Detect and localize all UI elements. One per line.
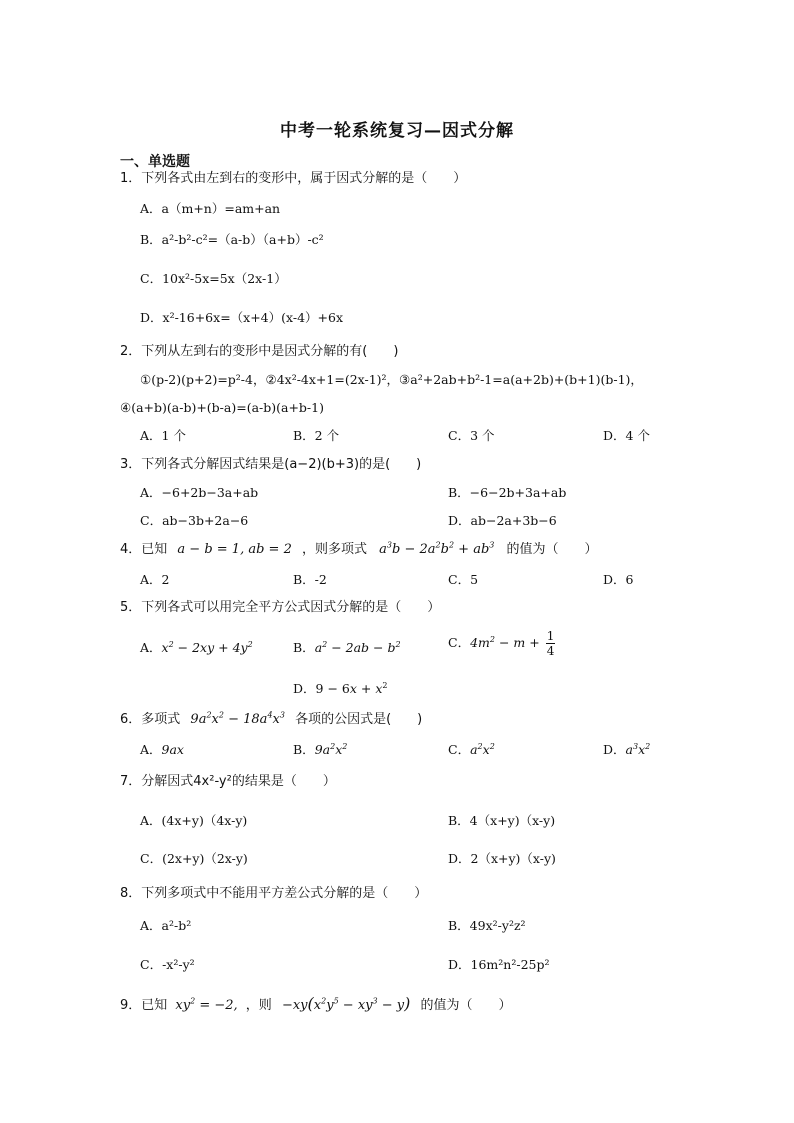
question-5-option-b-math: $a^2 - 2ab - b^2$ (314, 639, 401, 655)
question-4-option-b: B．-2 (293, 572, 327, 587)
question-2-stem: 2．下列从左到右的变形中是因式分解的有( ) (120, 344, 399, 359)
question-4-stem (120, 541, 598, 559)
option-letter: B． (293, 640, 315, 655)
question-9-condition-math: $xy^2 = -2$, (175, 996, 238, 1013)
question-8-stem: 8．下列多项式中不能用平方差公式分解的是（ ） (120, 886, 428, 901)
question-4-option-c: C．5 (448, 572, 479, 587)
question-1-option-c: C．10x²-5x=5x（2x-1） (140, 271, 287, 286)
question-6-option-c-math: $a^2x^2$ (470, 741, 495, 757)
question-4-condition-math: a − b = 1, ab = 2 (177, 542, 292, 557)
question-5-option-a (140, 639, 253, 657)
question-6-stem-pre: 6．多项式 (120, 712, 181, 727)
question-5-option-c (448, 629, 555, 658)
question-6-option-a-math: 9ax (161, 742, 184, 757)
question-4-option-d: D．6 (603, 572, 634, 587)
question-6-option-b (293, 741, 347, 759)
option-letter: C． (448, 635, 471, 650)
question-2-option-d: D．4 个 (603, 428, 650, 443)
question-2-items-line1: ①(p-2)(p+2)=p²-4，②4x²-4x+1=(2x-1)²，③a²+2ab+b²-1=a(a+2b)+(b+1)(b-1)， (140, 372, 643, 387)
question-6-option-a (140, 741, 184, 759)
question-8-option-b: B．49x²-y²z² (448, 918, 526, 933)
question-1-option-b: B．a²-b²-c²=（a-b）（a+b）-c² (140, 232, 324, 247)
question-7-option-a: A．(4x+y)（4x-y) (140, 813, 248, 828)
question-5-option-c-math: $4m^2 - m$ + (470, 634, 544, 650)
question-6-stem (120, 711, 422, 729)
question-9-stem-post: 的值为（ ） (420, 998, 512, 1013)
question-6-stem-post: 各项的公因式是( ) (295, 712, 423, 727)
question-7-option-b: B．4（x+y)（x-y) (448, 813, 556, 828)
question-4-stem-mid: ，则多项式 (302, 542, 368, 557)
question-8-option-a: A．a²-b² (140, 918, 192, 933)
question-4-stem-post: 的值为（ ） (506, 542, 598, 557)
question-9-stem-pre: 9．已知 (120, 998, 168, 1013)
question-5-stem: 5．下列各式可以用完全平方公式因式分解的是（ ） (120, 600, 441, 615)
question-7-option-d: D．2（x+y)（x-y) (448, 851, 556, 866)
option-letter: D． (293, 681, 316, 696)
question-3-option-d: D．ab−2a+3b−6 (448, 513, 557, 528)
question-3-stem: 3．下列各式分解因式结果是(a−2)(b+3)的是( ) (120, 457, 422, 472)
option-letter: B． (293, 742, 315, 757)
question-2-option-b: B．2 个 (293, 428, 340, 443)
question-4-stem-pre: 4．已知 (120, 542, 168, 557)
question-2-option-c: C．3 个 (448, 428, 495, 443)
question-6-option-c (448, 741, 495, 759)
question-3-option-a: A．−6+2b−3a+ab (140, 485, 259, 500)
question-3-option-c: C．ab−3b+2a−6 (140, 513, 249, 528)
question-6-option-d (603, 741, 650, 759)
option-letter: D． (603, 742, 626, 757)
option-letter: A． (140, 742, 162, 757)
section-heading: 一、单选题 (120, 154, 190, 170)
question-2-option-a: A．1 个 (140, 428, 186, 443)
question-1-option-d: D．x²-16+6x=（x+4）(x-4）+6x (140, 310, 343, 325)
question-4-option-a: A．2 (140, 572, 170, 587)
question-7-option-c: C．(2x+y)（2x-y) (140, 851, 248, 866)
question-9-expression-math: $-xy(x^2y^5 - xy^3 - y)$ (281, 994, 411, 1013)
page-title: 中考一轮系统复习—因式分解 (280, 121, 514, 141)
question-5-option-b (293, 639, 401, 657)
question-5-option-d (293, 680, 388, 698)
question-4-polynomial-math: $a^3b - 2a^2b^2 + ab^3$ (379, 540, 495, 557)
question-8-option-c: C．-x²-y² (140, 957, 195, 972)
question-1-option-a: A．a（m+n）=am+an (140, 201, 281, 216)
question-1-stem: 1．下列各式由左到右的变形中，属于因式分解的是（ ） (120, 171, 467, 186)
question-6-polynomial-math: $9a^2x^2 - 18a^4x^3$ (190, 710, 285, 727)
question-7-stem: 7．分解因式4x²-y²的结果是（ ） (120, 774, 336, 789)
question-2-items-line2: ④(a+b)(a-b)+(b-a)=(a-b)(a+b-1) (120, 400, 324, 415)
question-9-stem-mid: ，则 (245, 998, 272, 1013)
question-9-stem (120, 995, 512, 1015)
question-6-option-b-math: $9a^2x^2$ (314, 741, 348, 757)
question-5-option-d-math: $9 - 6x + x^2$ (315, 680, 388, 696)
question-8-option-d: D．16m²n²-25p² (448, 957, 550, 972)
question-5-option-a-math: $x^2 - 2xy + 4y^2$ (161, 639, 253, 655)
question-3-option-b: B．−6−2b+3a+ab (448, 485, 567, 500)
fraction: $\frac{1}{4}$ (546, 629, 555, 658)
option-letter: C． (448, 742, 471, 757)
question-6-option-d-math: $a^3x^2$ (625, 741, 651, 757)
option-letter: A． (140, 640, 162, 655)
